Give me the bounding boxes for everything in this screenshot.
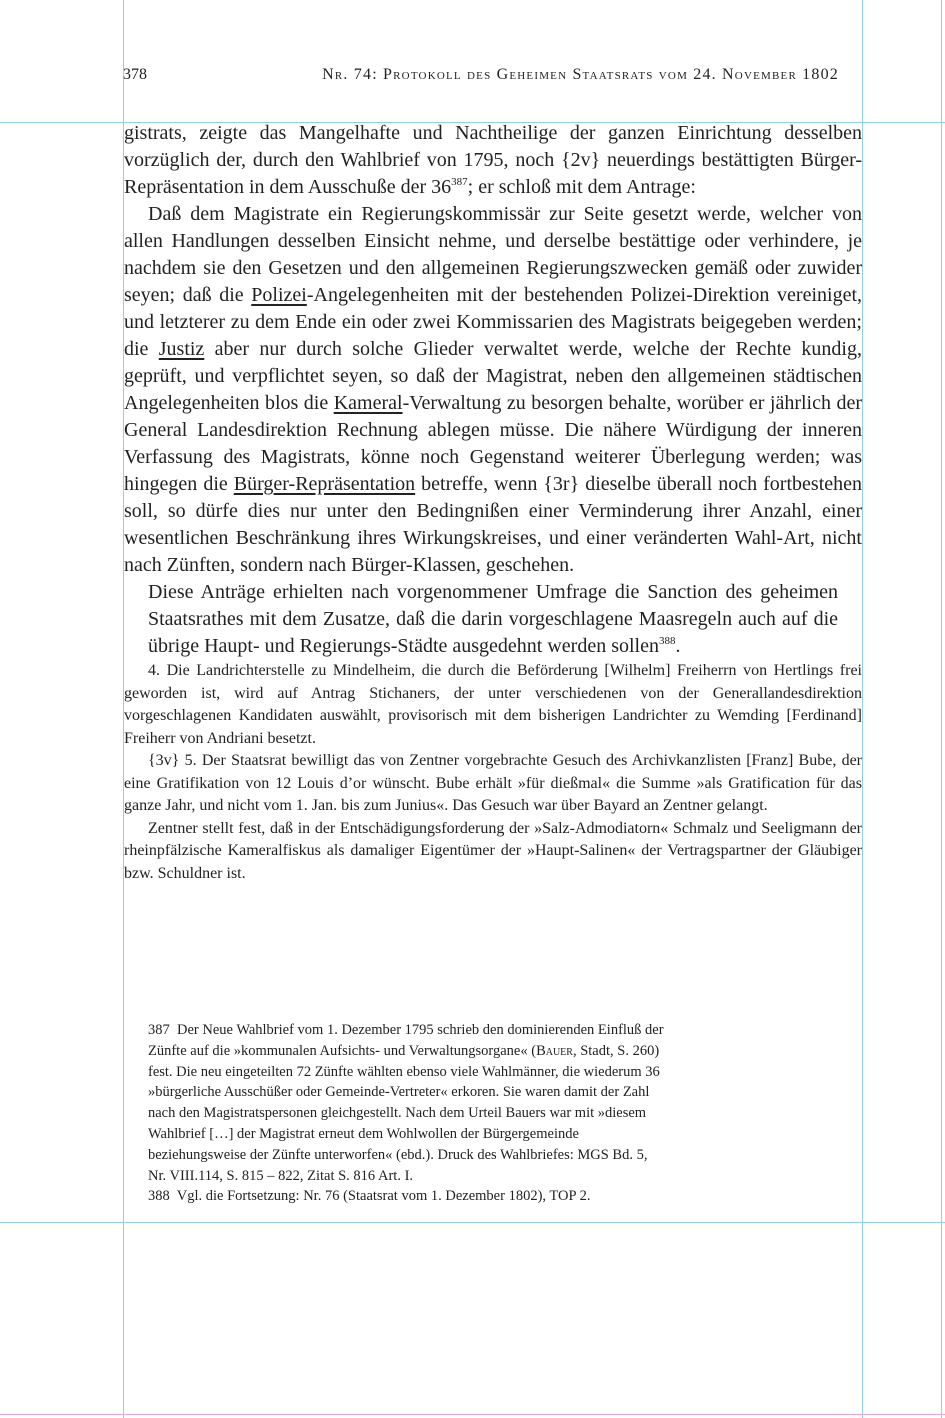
running-header [123,66,839,88]
footnote-number: 387 [148,1022,170,1038]
page-edge-bottom [0,1414,945,1415]
underlined-term: Justiz [158,338,205,360]
page-edge-right [941,0,942,1418]
paragraph-item-5: {3v} 5. Der Staatsrat bewilligt das von Zentner vorgebrachte Gesuch des Archivkanzlisten [Franz] Bube, der eine Gratifikation von 12 Louis d’or wünscht. Bube erhält »für dießmal« die Summe »als Gratification für das ganze Jahr, und nicht vom 1. Jan. bis zum Junius«. Das Gesuch war über Bayard an Zentner gelangt. [124,752,862,814]
footnote-ref-388: 388 [658,635,676,647]
footnote-ref-387: 387 [451,176,468,188]
paragraph-continuation: gistrats, zeigte das Mangelhafte und Nachtheilige der ganzen Einrichtung desselben vorzüglich der, durch den Wahlbrief von 1795, noch {2v} neuerdings bestättigten Bürger-Repräsentation in dem Ausschuße der $36^{387}$; er schloß mit dem Antrage: [124,122,862,198]
page-number: 378 [123,66,147,83]
summary-section [124,660,862,885]
guide-line-bottom [0,1222,945,1223]
footnote-388: 388 Vgl. die Fortsetzung: Nr. 76 (Staatsrat vom 1. Dezember 1802), TOP 2. [148,1188,591,1205]
running-title: Nr. 74: Protokoll des Geheimen Staatsrats vom 24. November 1802 [322,66,839,83]
underlined-term: Bürger-Repräsentation [233,473,416,495]
footnote-number: 388 [148,1188,170,1205]
footnote-387: 387 Der Neue Wahlbrief vom 1. Dezember 1795 schrieb den dominierenden Einfluß der Zünfte auf die »kommunalen Aufsichts- und Verwaltungsorgane« (Bauer, Stadt, S. 260) fest. Die neu eingeteilten 72 Zünfte wählten ebenso viele Wahlmänner, die wiederum 36 »bürgerliche Ausschüßer oder Gemeinde-Vertreter« erkoren. Sie waren damit der Zahl nach den Magistratspersonen gleichgestellt. Nach dem Urteil Bauers war mit »diesem Wahlbrief […] der Magistrat erneut dem Wohlwollen der Bürgergemeinde beziehungsweise der Zünfte unterworfen« (ebd.). Druck des Wahlbriefes: MGS Bd. 5, Nr. VIII.114, S. 815 – 822, Zitat S. 816 Art. I. [148,1022,664,1184]
paragraph-zentner: Zentner stellt fest, daß in der Entschädigungsforderung der »Salz-Admodiatorn« Schmalz und Seeligmann der rheinpfälzische Kameralfiskus als damaliger Eigentümer der »Haupt-Salinen« der Vertragspartner der Gläubiger bzw. Schuldner ist. [124,819,862,882]
author-name: Bauer [536,1042,573,1059]
main-text [124,120,862,885]
underlined-term: Polizei [251,284,307,306]
paragraph-proposal: Daß dem Magistrate ein Regierungskommissär zur Seite gesetzt werde, welcher von allen Handlungen desselben Einsicht nehme, und derselbe bestättige oder verhindere, je nachdem sie den Gesetzen und den allgemeinen Regierungszwecken gemäß oder zuwider seyen; daß die Polizei-Angelegenheiten mit der bestehenden Polizei-Direktion vereiniget, und letzterer zu dem Ende ein oder zwei Kommissarien des Magistrats beigegeben werden; die Justiz aber nur durch solche Glieder verwaltet werde, welche der Rechte kundig, geprüft, und verpflichtet seyen, so daß der Magistrat, neben den allgemeinen städtischen Angelegenheiten blos die Kameral-Verwaltung zu besorgen behalte, worüber er jährlich der General Landesdirektion Rechnung ablegen müsse. Die nähere Würdigung der inneren Verfassung des Magistrats, könne noch Gegenstand weiterer Überlegung werden; was hingegen die Bürger-Repräsentation betreffe, wenn {3r} dieselbe überall noch fortbestehen soll, so dürfe dies nur unter den Bedingnißen einer Verminderung ihrer Anzahl, einer wesentlichen Beschränkung ihres Wirkungskreises, und einer veränderten Wahl-Art, nicht nach Zünften, sondern nach Bürger-Klassen, geschehen. [124,203,863,576]
guide-line-right [862,0,863,1418]
paragraph-resolution: Diese Anträge erhielten nach vorgenommener Umfrage die Sanction des geheimen Staatsrathes mit dem Zusatze, daß die darin vorgeschlagene Maasregeln auch auf die übrige Haupt- und Regierungs-Städte ausgedehnt werden sollen$^{388}$. [148,581,838,657]
paragraph-item-4: 4. Die Landrichterstelle zu Mindelheim, die durch die Beförderung [Wilhelm] Freiherrn von Hertlings frei geworden ist, wird auf Antrag Stichaners, der unter verschiedenen von der Generallandesdirektion vorgeschlagenen Kandidaten auswählt, provisorisch mit dem bisherigen Landrichter zu Wemding [Ferdinand] Freiherr von Andriani besetzt. [124,662,862,747]
underlined-term: Kameral [333,392,403,414]
footnotes [148,1020,668,1207]
